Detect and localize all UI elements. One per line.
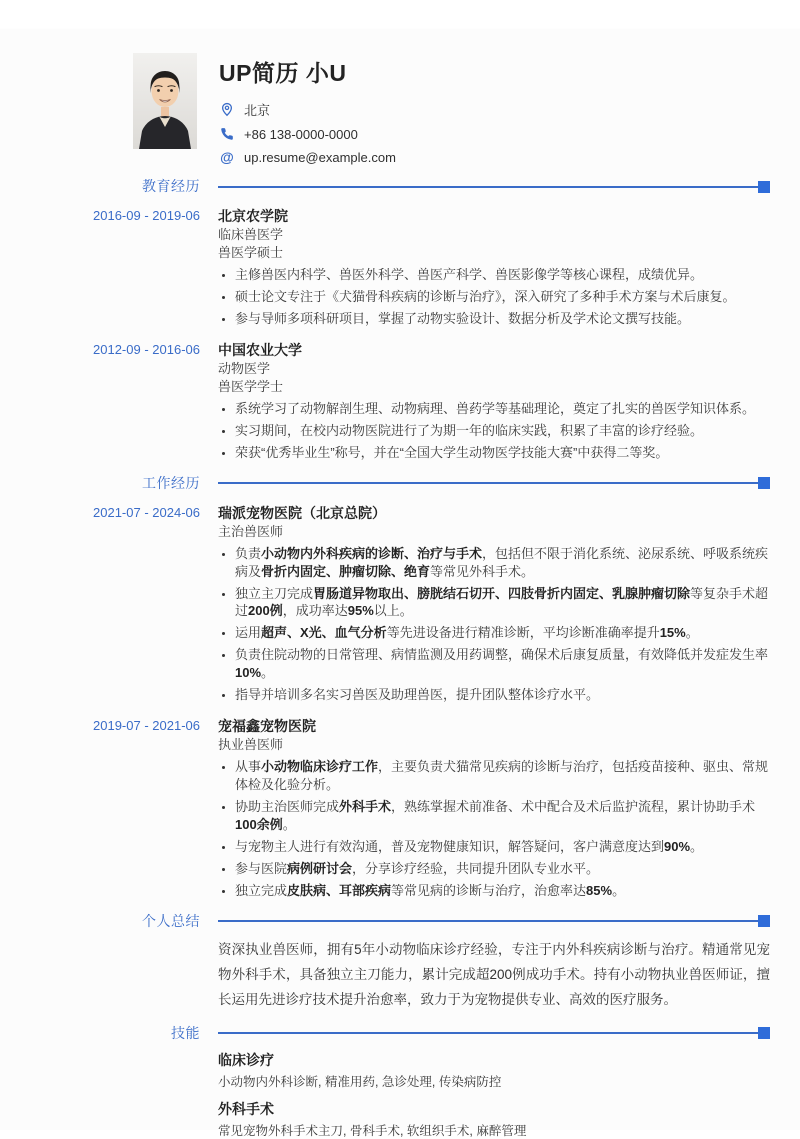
text-run: 参与导师多项科研项目，掌握了动物实验设计、数据分析及学术论文撰写技能。 (235, 310, 691, 326)
timeline-entry (0, 206, 800, 328)
text-run: 指导并培训多名实习兽医及助理兽医，提升团队整体诊疗水平。 (235, 687, 600, 703)
bullet-item (235, 422, 770, 440)
section-rule-square (758, 181, 770, 193)
bold-text-run: 小动物临床诊疗工作 (261, 759, 379, 775)
text-run: 运用 (235, 625, 262, 641)
contact-row-location (219, 100, 396, 119)
section-paragraph (0, 914, 800, 1012)
bold-text-run: 小动物内外科疾病的诊断、治疗与手术 (261, 545, 483, 561)
text-run: 独立完成 (235, 882, 288, 898)
entry-organization: 宠福鑫宠物医院 (218, 718, 316, 735)
bold-text-run: 胃肠道异物取出、膀胱结石切开、四肢骨折内固定、乳腺肿瘤切除 (313, 585, 691, 601)
bold-text-run: 10% (235, 665, 262, 681)
text-run: 与宠物主人进行有效沟通，普及宠物健康知识，解答疑问，客户满意度达到 (235, 838, 665, 854)
section-title: 工作经历 (142, 474, 200, 491)
text-run: 以上。 (373, 603, 413, 619)
at-sign-icon: @ (220, 149, 234, 165)
timeline-entry (0, 503, 800, 705)
bold-text-run: 100余例 (235, 816, 283, 832)
header-info (219, 53, 396, 165)
bullet-item (235, 310, 770, 328)
bullet-item (235, 686, 770, 704)
section-header (0, 179, 770, 194)
bold-text-run: 超声、X光、血气分析 (261, 625, 387, 641)
bold-text-run: 皮肤病、耳部疾病 (287, 882, 392, 898)
text-run: 。 (690, 838, 704, 854)
text-run: 负责 (235, 545, 262, 561)
text-run: ，成功率达 (282, 603, 348, 619)
section-rule-square (758, 915, 770, 927)
bold-text-run: 200例 (248, 603, 283, 619)
skill-description: 小动物内外科诊断, 精准用药, 急诊处理, 传染病防控 (218, 1074, 502, 1089)
text-run: 协助主治医师完成 (235, 799, 340, 814)
bullet-item (235, 624, 770, 642)
section-rule (218, 181, 770, 193)
bullet-item (235, 860, 770, 878)
text-run: ，主要负责犬猫常见疾病的诊断与治疗，包括疫苗接种、驱虫、常规体检及化验分析。 (235, 759, 769, 793)
text-run: 硕士论文专注于《犬猫骨科疾病的诊断与治疗》，深入研究了多种手术方案与术后康复。 (235, 288, 736, 304)
entry-body (218, 206, 770, 328)
text-run: 。 (261, 665, 275, 681)
section-rule-square (758, 1027, 770, 1039)
text-run: 从事 (235, 759, 262, 775)
section-rule-square (758, 477, 770, 489)
bold-text-run: 95% (347, 603, 374, 619)
bullet-item (235, 545, 770, 581)
text-run: 。 (612, 882, 626, 898)
entry-subtitle: 主治兽医师 (218, 523, 284, 539)
bullet-item (235, 646, 770, 682)
contact-location: 北京 (244, 103, 271, 118)
entry-date: 2019-07 - 2021-06 (93, 718, 200, 734)
section-rule (218, 1027, 770, 1039)
bullet-item (235, 798, 770, 834)
phone-icon (219, 126, 235, 142)
text-run: 参与医院 (235, 860, 288, 876)
section-rule (218, 915, 770, 927)
skills-list (218, 1051, 770, 1139)
section-header (0, 1026, 770, 1041)
entry-subtitle: 兽医学硕士 (218, 245, 284, 260)
section-timeline (0, 476, 800, 900)
section-rule-line (218, 186, 758, 188)
page-title: UP简历 小U (219, 60, 347, 86)
timeline-entry (0, 340, 800, 462)
text-run: 等先进设备进行精准诊断，平均诊断准确率提升 (386, 625, 660, 641)
section-title: 教育经历 (142, 178, 200, 194)
bullet-item (235, 444, 770, 462)
entry-subtitle: 兽医学学士 (218, 378, 284, 394)
sections-container (0, 179, 800, 1139)
entry-organization: 中国农业大学 (218, 341, 302, 358)
location-pin-icon (219, 102, 235, 118)
text-run: 主修兽医内科学、兽医外科学、兽医产科学、兽医影像学等核心课程，成绩优异。 (235, 267, 704, 282)
section-rule-line (218, 482, 758, 484)
summary-paragraph: 资深执业兽医师，拥有5年小动物临床诊疗经验，专注于内外科疾病诊断与治疗。精通常见宠物外科手术，具备独立主刀能力，累计完成超200例成功手术。持有小动物执业兽医师证，擅长运用先进诊疗技术提升治愈率，致力于为宠物提供专业、高效的医疗服务。 (218, 941, 770, 1007)
bullet-item (235, 882, 770, 900)
text-run: 独立主刀完成 (235, 585, 314, 601)
bullet-item (235, 266, 770, 284)
text-run: 等复杂手术超过 (235, 585, 769, 619)
section-header (0, 914, 770, 929)
portrait-image (133, 53, 197, 149)
skill-name: 临床诊疗 (218, 1051, 274, 1068)
text-run: 系统学习了动物解剖生理、动物病理、兽药学等基础理论，奠定了扎实的兽医学知识体系。 (235, 400, 756, 416)
entry-body (218, 716, 770, 900)
entry-date: 2021-07 - 2024-06 (93, 504, 200, 520)
bullet-item (235, 400, 770, 418)
text-run: 负责住院动物的日常管理、病情监测及用药调整，确保术后康复质量，有效降低并发症发生率 (235, 647, 769, 663)
text-run: 荣获“优秀毕业生”称号，并在“全国大学生动物医学技能大赛”中获得二等奖。 (235, 444, 669, 460)
text-run: 等常见病的诊断与治疗，治愈率达 (391, 882, 587, 898)
entry-body (218, 503, 770, 705)
text-run: 等常见外科手术。 (430, 563, 535, 579)
bullet-list (218, 758, 770, 900)
bullet-list (218, 545, 770, 705)
section-timeline (0, 179, 800, 462)
section-rule (218, 477, 770, 489)
bold-text-run: 15% (659, 625, 686, 641)
section-rule-line (218, 1032, 758, 1034)
contact-email: up.resume@example.com (244, 149, 396, 165)
section-skills (0, 1026, 800, 1139)
bold-text-run: 90% (664, 838, 691, 854)
entry-date: 2016-09 - 2019-06 (93, 208, 200, 223)
bullet-item (235, 288, 770, 306)
text-run: ，包括但不限于消化系统、泌尿系统、呼吸系统疾病及 (235, 545, 769, 579)
bold-text-run: 病例研讨会 (287, 860, 353, 876)
text-run: ，分享诊疗经验，共同提升团队专业水平。 (352, 860, 600, 876)
bullet-item (235, 758, 770, 794)
skill-description: 常见宠物外科手术主刀, 骨科手术, 软组织手术, 麻醉管理 (218, 1123, 527, 1138)
entry-subtitle: 执业兽医师 (218, 737, 284, 753)
timeline-entry (0, 716, 800, 900)
bold-text-run: 85% (586, 882, 613, 898)
bullet-item (235, 838, 770, 856)
entry-organization: 北京农学院 (218, 208, 288, 224)
section-rule-line (218, 920, 758, 922)
bold-text-run: 外科手术 (339, 799, 392, 814)
entry-body (218, 340, 770, 462)
contact-row-phone (219, 126, 396, 142)
text-run: 实习期间，在校内动物医院进行了为期一年的临床实践，积累了丰富的诊疗经验。 (235, 422, 704, 438)
bullet-list (218, 400, 770, 462)
entry-subtitle: 临床兽医学 (218, 227, 284, 242)
contact-row-email (219, 149, 396, 165)
skill-name: 外科手术 (218, 1100, 274, 1117)
text-run: ，熟练掌握术前准备、术中配合及术后监护流程，累计协助手术 (391, 799, 756, 814)
entry-organization: 瑞派宠物医院（北京总院） (218, 504, 386, 521)
bullet-list (218, 266, 770, 328)
section-header (0, 476, 770, 491)
resume-header (0, 0, 800, 165)
contact-phone: +86 138-0000-0000 (244, 126, 358, 142)
section-title: 个人总结 (142, 912, 200, 929)
avatar-photo (133, 53, 197, 149)
section-title: 技能 (171, 1024, 200, 1041)
entry-subtitle: 动物医学 (218, 360, 271, 376)
entry-date: 2012-09 - 2016-06 (93, 341, 200, 357)
text-run: 。 (282, 816, 296, 832)
bold-text-run: 骨折内固定、肿瘤切除、绝育 (261, 563, 431, 579)
bullet-item (235, 585, 770, 621)
text-run: 。 (685, 625, 699, 641)
